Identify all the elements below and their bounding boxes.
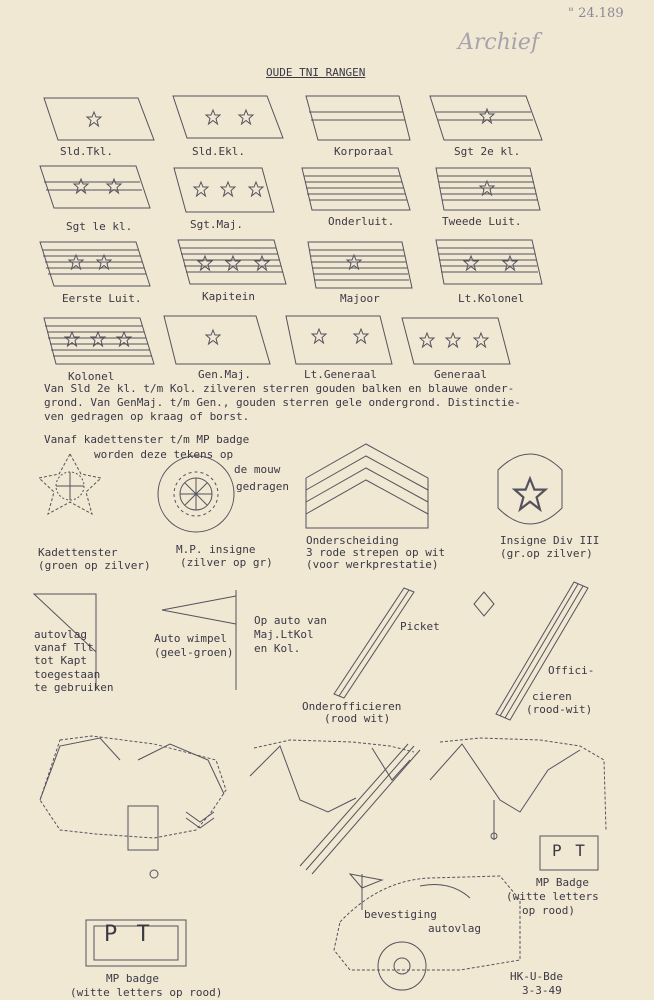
rank-label: Lt.Kolonel bbox=[458, 292, 525, 305]
rank-label: Eerste Luit. bbox=[62, 292, 142, 305]
rank-label: Gen.Maj. bbox=[198, 368, 251, 381]
rank-insignia-eerste-luit bbox=[40, 242, 150, 286]
caption-picket: Picket bbox=[400, 620, 440, 633]
rank-insignia-generaal bbox=[402, 318, 510, 364]
rank-label: Generaal bbox=[434, 368, 487, 381]
caption-bevestiging: autovlag bbox=[428, 922, 481, 935]
picket-diamond bbox=[474, 592, 494, 616]
rank-insignia-gen-maj bbox=[164, 316, 270, 364]
rank-label: Korporaal bbox=[334, 145, 394, 158]
rank-label: Kolonel bbox=[68, 370, 115, 383]
rank-insignia-sgt-2e-kl bbox=[430, 96, 542, 140]
caption-op-auto: Op auto van bbox=[254, 614, 327, 627]
caption-mp-badge-right: (witte letters bbox=[506, 890, 599, 903]
rank-insignia-sld-tkl bbox=[44, 98, 154, 140]
caption-mp-insigne: M.P. insigne bbox=[176, 543, 256, 556]
file-number: " 24.189 bbox=[568, 6, 624, 21]
badge-letters-left: P T bbox=[104, 922, 153, 947]
caption-autovlag: te gebruiken bbox=[34, 681, 114, 694]
car-sketch bbox=[334, 874, 520, 990]
insigne-div-shield bbox=[498, 454, 562, 524]
rank-insignia-kolonel bbox=[44, 318, 154, 364]
rank-insignia-sld-ekl bbox=[173, 96, 283, 138]
onderscheiding-chevron bbox=[306, 444, 428, 528]
sleeve-note: Vanaf kadettenster t/m MP badge bbox=[44, 433, 250, 446]
rank-insignia-majoor bbox=[308, 242, 412, 288]
caption-officieren: cieren bbox=[532, 690, 572, 703]
description-line: grond. Van GenMaj. t/m Gen., gouden sterren gele ondergrond. Distinctie- bbox=[44, 396, 521, 409]
rank-label: Sld.Ekl. bbox=[192, 145, 245, 158]
rank-insignia-onderluit bbox=[302, 168, 410, 210]
picket-onderofficieren bbox=[334, 588, 414, 698]
caption-autovlag: tot Kapt bbox=[34, 654, 87, 667]
rank-label: Majoor bbox=[340, 292, 380, 305]
caption-mp-badge-right: MP Badge bbox=[536, 876, 589, 889]
caption-op-auto: en Kol. bbox=[254, 642, 301, 655]
caption-mp-badge-right: op rood) bbox=[522, 904, 575, 917]
caption-insigne-div: (gr.op zilver) bbox=[500, 547, 593, 560]
caption-onderofficieren: Onderofficieren bbox=[302, 700, 402, 713]
rank-insignia-sgt-le-kl bbox=[40, 166, 150, 208]
caption-autovlag: vanaf Tlt bbox=[34, 641, 94, 654]
rank-insignia-korporaal bbox=[306, 96, 410, 140]
rank-label: Sgt.Maj. bbox=[190, 218, 243, 231]
description-line: Van Sld 2e kl. t/m Kol. zilveren sterren gouden balken en blauwe onder- bbox=[44, 382, 515, 395]
caption-bevestiging: bevestiging bbox=[364, 908, 437, 921]
caption-officieren: Offici- bbox=[548, 664, 595, 677]
caption-op-auto: Maj.LtKol bbox=[254, 628, 314, 641]
rank-insignia-kapitein bbox=[178, 240, 286, 284]
caption-wimpel: (geel-groen) bbox=[154, 646, 234, 659]
rank-label: Kapitein bbox=[202, 290, 255, 303]
caption-onderscheiding: Onderscheiding bbox=[306, 534, 399, 547]
caption-kadettenster: (groen op zilver) bbox=[38, 559, 151, 572]
caption-autovlag: toegestaan bbox=[34, 668, 101, 681]
document-date: 3-3-49 bbox=[522, 984, 562, 997]
sleeve-note: de mouw bbox=[234, 463, 281, 476]
rank-label: Sgt 2e kl. bbox=[454, 145, 521, 158]
kadettenster-insignia bbox=[39, 454, 101, 514]
hq-code: HK-U-Bde bbox=[510, 970, 563, 983]
rank-label: Onderluit. bbox=[328, 215, 395, 228]
caption-kadettenster: Kadettenster bbox=[38, 546, 118, 559]
sleeve-note: gedragen bbox=[236, 480, 289, 493]
archive-note: Archief bbox=[458, 30, 540, 55]
caption-onderscheiding: 3 rode strepen op wit bbox=[306, 546, 446, 559]
rank-insignia-lt-generaal bbox=[286, 316, 392, 364]
rank-label: Lt.Generaal bbox=[304, 368, 377, 381]
description-line: ven gedragen op kraag of borst. bbox=[44, 410, 250, 423]
uniform-sketch-middle bbox=[250, 740, 420, 874]
sleeve-note: worden deze tekens op bbox=[94, 448, 234, 461]
caption-onderofficieren: (rood wit) bbox=[324, 712, 391, 725]
caption-wimpel: Auto wimpel bbox=[154, 632, 227, 645]
rank-insignia-tweede-luit bbox=[436, 168, 540, 210]
caption-autovlag: autovlag bbox=[34, 628, 87, 641]
caption-officieren: (rood-wit) bbox=[526, 703, 593, 716]
uniform-sketch-left bbox=[40, 736, 226, 878]
mp-insignia bbox=[158, 456, 234, 532]
caption-onderscheiding: (voor werkprestatie) bbox=[306, 558, 439, 571]
caption-insigne-div: Insigne Div III bbox=[500, 534, 600, 547]
rank-label: Tweede Luit. bbox=[442, 215, 522, 228]
rank-insignia-sgt-maj bbox=[174, 168, 274, 212]
caption-mp-badge-left: MP badge bbox=[106, 972, 159, 985]
rank-insignia-lt-kolonel bbox=[436, 240, 542, 284]
rank-label: Sld.Tkl. bbox=[60, 145, 113, 158]
rank-label: Sgt le kl. bbox=[66, 220, 133, 233]
caption-mp-insigne: (zilver op gr) bbox=[180, 556, 273, 569]
badge-letters-right: P T bbox=[552, 841, 587, 860]
document-title: OUDE TNI RANGEN bbox=[266, 66, 366, 79]
caption-mp-badge-left: (witte letters op rood) bbox=[70, 986, 223, 999]
